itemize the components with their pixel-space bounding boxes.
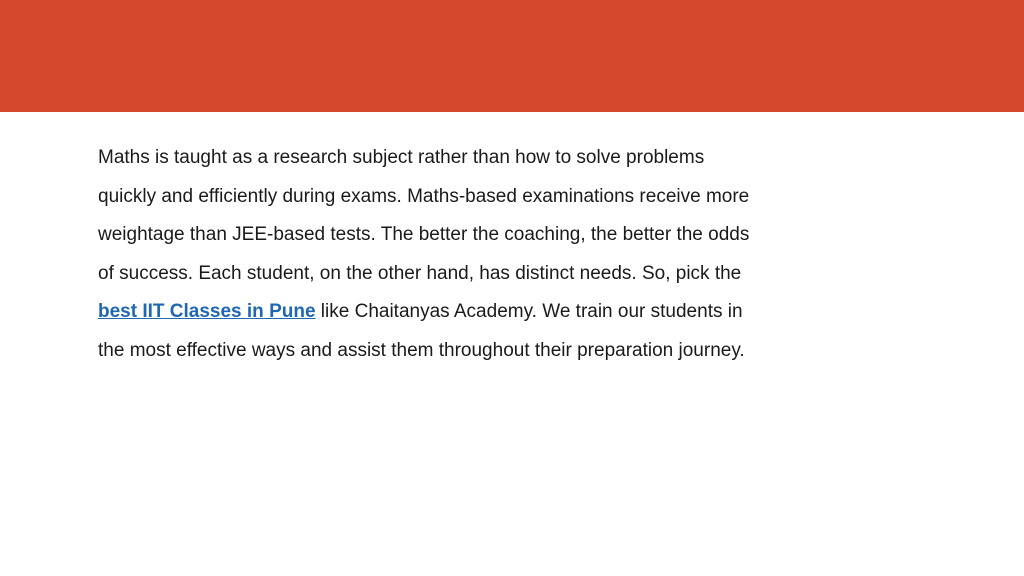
body-paragraph — [98, 139, 858, 370]
header-band — [0, 0, 1024, 112]
paragraph-line-2: quickly and efficiently during exams. Maths-based examinations receive more — [98, 185, 750, 207]
paragraph-line-5-rest: like Chaitanyas Academy. We train our students in — [315, 301, 743, 322]
paragraph-line-6: the most effective ways and assist them throughout their preparation journey. — [98, 339, 745, 361]
paragraph-line-4: of success. Each student, on the other hand, has distinct needs. So, pick the — [98, 262, 742, 284]
paragraph-line-5 — [98, 293, 858, 332]
iit-classes-link[interactable]: best IIT Classes in Pune — [98, 301, 316, 322]
paragraph-line-1: Maths is taught as a research subject rather than how to solve problems — [98, 147, 705, 168]
paragraph-line-3: weightage than JEE-based tests. The better the coaching, the better the odds — [98, 224, 750, 245]
